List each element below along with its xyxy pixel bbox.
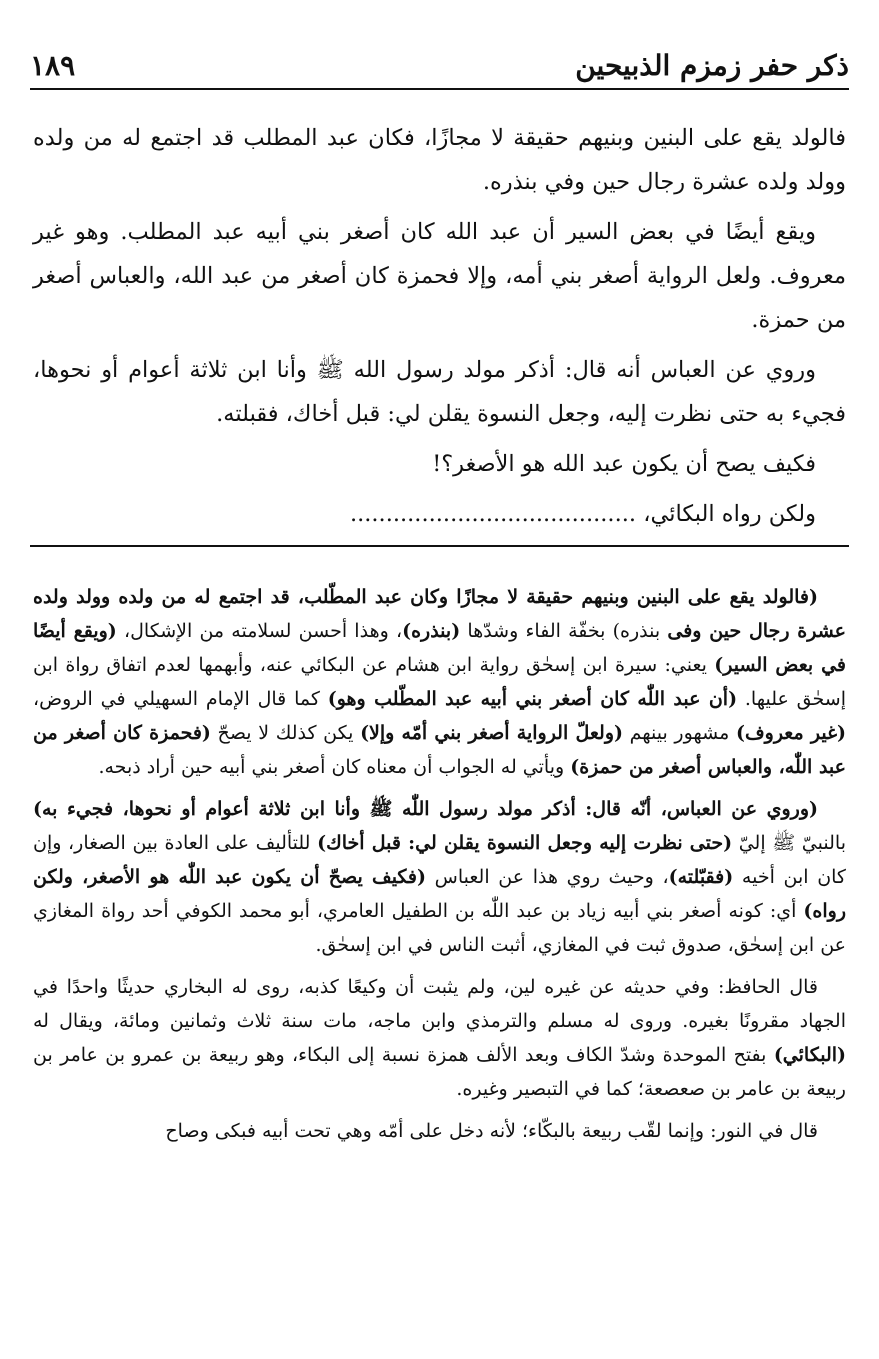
main-text [33,116,846,542]
quoted-text: (فالولد يقع على البنين وبنيهم حقيقة لا مجازًا وكان عبد المطّلب، قد اجتمع له من ولده وولد ولده عشرة رجال حين وفى [33,586,846,642]
quoted-text: (غير معروف) [735,722,847,744]
commentary-paragraph-1 [33,580,846,784]
comment-text: ويأتي له الجواب أن معناه كان أصغر بني أبيه حين أراد ذبحه. [98,756,571,778]
commentary-paragraph-4: قال في النور: وإنما لقّب ربيعة بالبكّاء؛ لأنه دخل على أمّه وهي تحت أبيه فبكى وصاح [165,1120,818,1142]
comment-text: أي: كونه أصغر بني أبيه زياد بن عبد اللّٰه بن الطفيل العامري، أبو محمد الكوفي أحد رواة المغازي عن ابن إسحٰق، صدوق ثبت في المغازي، أثبت الناس في ابن إسحٰق. [33,900,846,956]
quoted-text: (ولعلّ الرواية أصغر بني أمّه وإلا) [360,722,623,744]
commentary-paragraph-2 [33,792,846,962]
quoted-text: (وروي عن العباس، أنّه قال: أذكر مولد رسول اللّٰه ﷺ وأنا ابن ثلاثة أعوام أو نحوها، فجيء به) [33,798,818,820]
comment-text: بالنبيّ ﷺ إليّ [732,832,846,854]
quoted-text: (فحمزة كان أصغر من عبد اللّٰه، والعباس أصغر من حمزة) [33,722,846,778]
main-paragraph-4: فكيف يصح أن يكون عبد الله هو الأصغر؟! [432,451,816,477]
comment-text: يعني: سيرة ابن إسحٰق رواية ابن هشام عن البكائي عنه، وأبهمها لعدم اتفاق رواة ابن إسحٰق عليها. [33,654,846,710]
comment-text: قال الحافظ: وفي حديثه عن غيره لين، ولم يثبت أن وكيعًا كذبه، روى له البخاري حديثًا واحدًا في الجهاد مقرونًا بغيره. وروى له مسلم والترمذي وابن ماجه، مات سنة ثلاث وثمانين ومائة، ويقال له [33,976,846,1032]
quoted-text: (البكائي) [773,1044,846,1066]
main-paragraph-2: ويقع أيضًا في بعض السير أن عبد الله كان أصغر بني أبيه عبد المطلب. وهو غير معروف. ولعل الرواية أصغر بني أمه، وإلا فحمزة كان أصغر من عبد الله، والعباس أصغر من حمزة. [33,219,846,333]
commentary-paragraph-3 [33,970,846,1106]
section-separator [30,545,849,547]
quoted-text: (ويقع أيضًا في بعض السير) [33,620,846,676]
ellipsis-dots: ........................................ [349,501,637,527]
comment-text: ، وحيث روي هذا عن العباس [426,866,669,888]
comment-text: للتأليف على العادة بين الصغار، وإن كان ابن أخيه [33,832,846,888]
main-paragraph-5 [33,492,846,536]
main-paragraph-5-text: ولكن رواه البكائي، [643,501,816,527]
comment-text: مشهور بينهم [622,722,736,744]
quoted-text: (فقبّلته) [668,866,734,888]
page-header [30,40,849,90]
main-paragraph-3: وروي عن العباس أنه قال: أذكر مولد رسول الله ﷺ وأنا ابن ثلاثة أعوام أو نحوها، فجيء به حتى نظرت إليه، وجعل النسوة يقلن لي: قبل أخاك، فقبلته. [33,357,846,427]
quoted-text: (فكيف يصحّ أن يكون عبد اللّٰه هو الأصغر، ولكن رواه) [33,866,846,922]
comment-text: يكن كذلك لا يصحّ [210,722,361,744]
comment-text: كما قال الإمام السهيلي في الروض، [33,688,328,710]
commentary-text [33,580,846,1156]
quoted-text: (بنذره) [402,620,461,642]
quoted-text: (حتى نظرت إليه وجعل النسوة يقلن لي: قبل أخاك) [317,832,733,854]
comment-text: بفتح الموحدة وشدّ الكاف وبعد الألف همزة نسبة إلى البكاء، وهو ربيعة بن عمرو بن عامر بن ربيعة بن عامر بن صعصعة؛ كما في التبصير وغيره. [33,1044,846,1100]
main-paragraph-1: فالولد يقع على البنين وبنيهم حقيقة لا مجازًا، فكان عبد المطلب قد اجتمع له من ولده وولد ولده عشرة رجال حين وفي بنذره. [33,125,846,195]
chapter-title: ذكر حفر زمزم الذبيحين [575,49,849,82]
page-number: ١٨٩ [30,49,76,82]
comment-text: ، وهذا أحسن لسلامته من الإشكال، [116,620,403,642]
quoted-text: (أن عبد اللّٰه كان أصغر بني أبيه عبد المطّلب وهو) [327,688,738,710]
comment-text: بنذره) بخفّة الفاء وشدّها [460,620,668,642]
